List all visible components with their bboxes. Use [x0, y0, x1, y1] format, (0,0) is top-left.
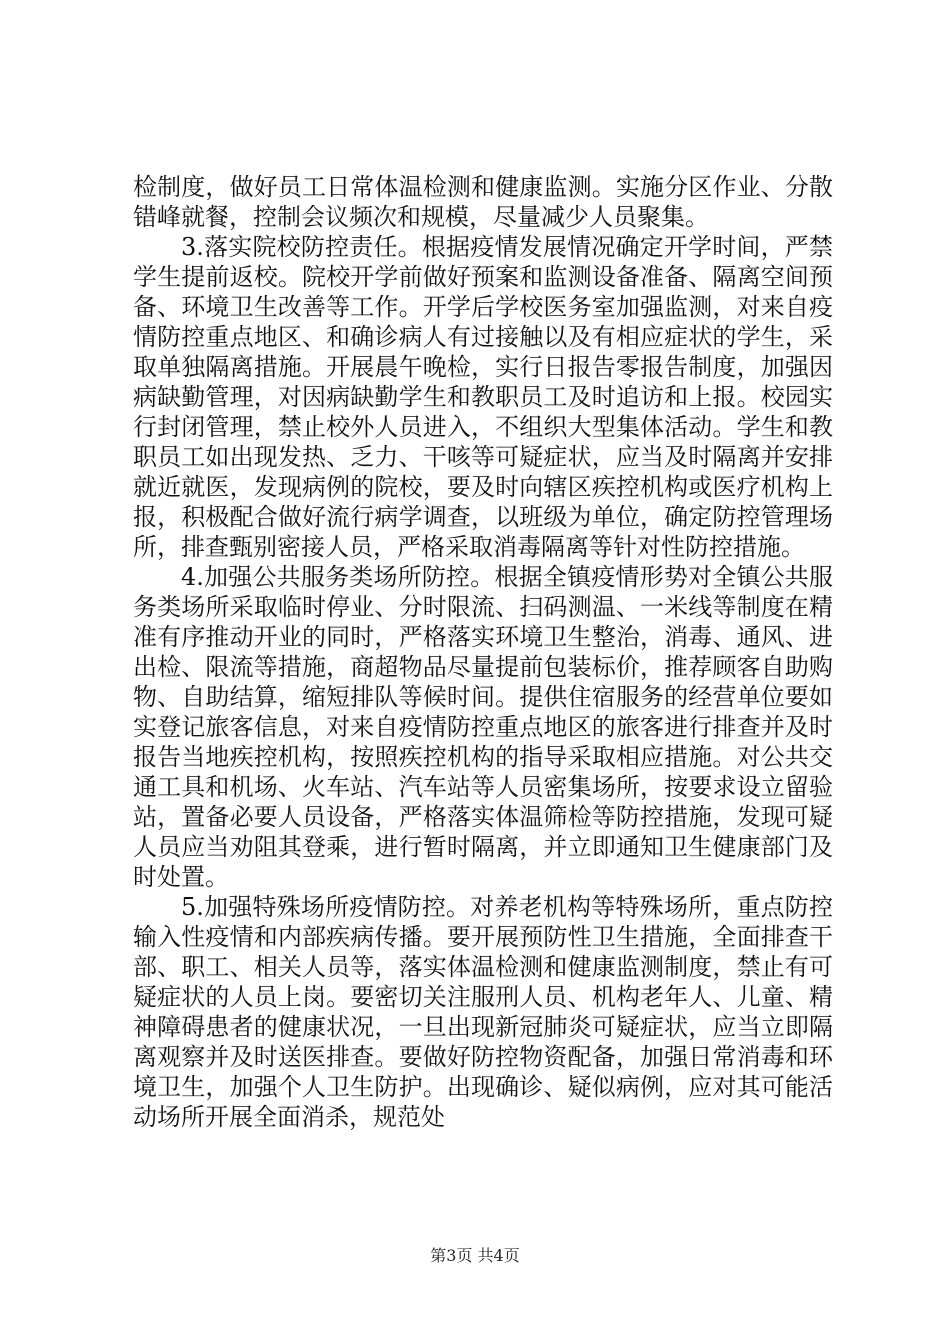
body-text	[133, 172, 833, 1132]
paragraph-continuation: 检制度，做好员工日常体温检测和健康监测。实施分区作业、分散错峰就餐，控制会议频次和规模，尽量减少人员聚集。	[133, 173, 833, 231]
paragraph-item-4: 4.加强公共服务类场所防控。根据全镇疫情形势对全镇公共服务类场所采取临时停业、分时限流、扫码测温、一米线等制度在精准有序推动开业的同时，严格落实环境卫生整治，消毒、通风、进出检、限流等措施，商超物品尽量提前包装标价，推荐顾客自助购物、自助结算，缩短排队等候时间。提供住宿服务的经营单位要如实登记旅客信息，对来自疫情防控重点地区的旅客进行排查并及时报告当地疾控机构，按照疾控机构的指导采取相应措施。对公共交通工具和机场、火车站、汽车站等人员密集场所，按要求设立留验站，置备必要人员设备，严格落实体温筛检等防控措施，发现可疑人员应当劝阻其登乘，进行暂时隔离，并立即通知卫生健康部门及时处置。	[133, 563, 833, 891]
paragraph-item-3: 3.落实院校防控责任。根据疫情发展情况确定开学时间，严禁学生提前返校。院校开学前做好预案和监测设备准备、隔离空间预备、环境卫生改善等工作。开学后学校医务室加强监测，对来自疫情防控重点地区、和确诊病人有过接触以及有相应症状的学生，采取单独隔离措施。开展晨午晚检，实行日报告零报告制度，加强因病缺勤管理，对因病缺勤学生和教职员工及时追访和上报。校园实行封闭管理，禁止校外人员进入，不组织大型集体活动。学生和教职员工如出现发热、乏力、干咳等可疑症状，应当及时隔离并安排就近就医，发现病例的院校，要及时向辖区疾控机构或医疗机构上报，积极配合做好流行病学调查，以班级为单位，确定防控管理场所，排查甄别密接人员，严格采取消毒隔离等针对性防控措施。	[133, 233, 833, 561]
paragraph-item-5: 5.加强特殊场所疫情防控。对养老机构等特殊场所，重点防控输入性疫情和内部疾病传播。要开展预防性卫生措施，全面排查干部、职工、相关人员等，落实体温检测和健康监测制度，禁止有可疑症状的人员上岗。要密切关注服刑人员、机构老年人、儿童、精神障碍患者的健康状况，一旦出现新冠肺炎可疑症状，应当立即隔离观察并及时送医排查。要做好防控物资配备，加强日常消毒和环境卫生，加强个人卫生防护。出现确诊、疑似病例，应对其可能活动场所开展全面消杀，规范处	[133, 893, 833, 1131]
page-number-footer: 第3页 共4页	[430, 1246, 520, 1265]
